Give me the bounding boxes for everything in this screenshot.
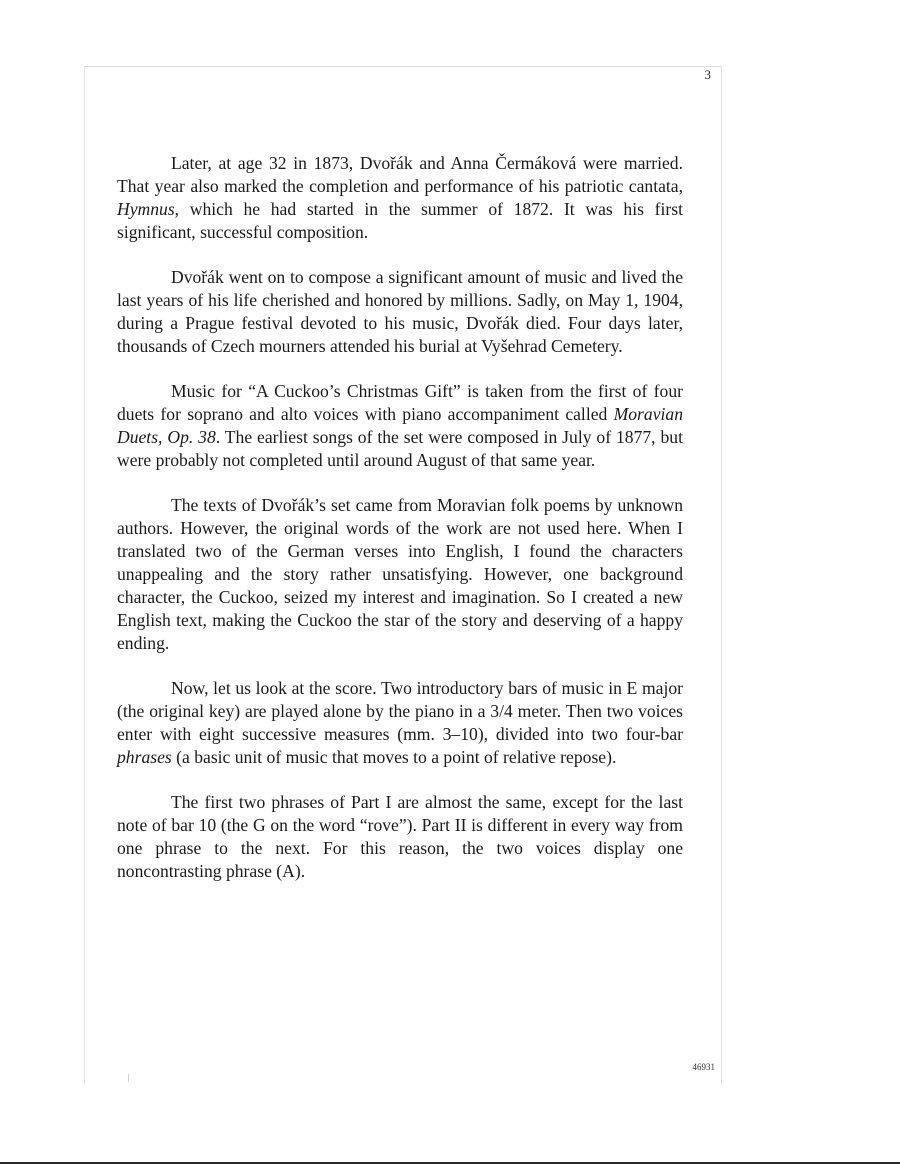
crop-mark [128, 1074, 129, 1082]
paragraph-1-text-b: , which he had started in the summer of 1872. It was his first significant, successful composition. [117, 199, 683, 242]
paragraph-5-text-a: Now, let us look at the score. Two introductory bars of music in E major (the original key) are played alone by the piano in a 3/4 meter. Then two voices enter with eight successive measures (mm. 3–10), divided into two four-bar [117, 678, 683, 744]
page-number: 3 [704, 67, 711, 82]
paragraph-2 [117, 266, 683, 358]
footer-catalog-number: 46931 [692, 1062, 715, 1072]
paragraph-6 [117, 791, 683, 883]
paragraph-4-text: The texts of Dvořák’s set came from Moravian folk poems by unknown authors. However, the original words of the work are not used here. When I translated two of the German verses into English, I found the characters unappealing and the story rather unsatisfying. However, one background character, the Cuckoo, seized my interest and imagination. So I created a new English text, making the Cuckoo the star of the story and deserving of a happy ending. [117, 495, 683, 653]
paragraph-5 [117, 677, 683, 769]
paragraph-5-text-b: (a basic unit of music that moves to a point of relative repose). [171, 747, 617, 767]
paragraph-6-text: The first two phrases of Part I are almost the same, except for the last note of bar 10 (the G on the word “rove”). Part II is different in every way from one phrase to the next. For this reason, the two voices display one noncontrasting phrase (A). [117, 792, 683, 881]
paragraph-1 [117, 152, 683, 244]
paragraph-3 [117, 380, 683, 472]
paragraph-4 [117, 494, 683, 655]
paragraph-1-title-hymnus: Hymnus [117, 199, 175, 219]
text-body [117, 152, 683, 905]
paragraph-5-term-phrases: phrases [117, 747, 172, 767]
paragraph-3-text-a: Music for “A Cuckoo’s Christmas Gift” is taken from the first of four duets for soprano and alto voices with piano accompaniment called [117, 381, 683, 424]
document-page [84, 66, 722, 1084]
paragraph-2-text: Dvořák went on to compose a significant amount of music and lived the last years of his life cherished and honored by millions. Sadly, on May 1, 1904, during a Prague festival devoted to his music, Dvořák died. Four days later, thousands of Czech mourners attended his burial at Vyšehrad Cemetery. [117, 267, 683, 356]
paragraph-3-text-b: . The earliest songs of the set were composed in July of 1877, but were probably not completed until around August of that same year. [117, 427, 683, 470]
paragraph-1-text-a: Later, at age 32 in 1873, Dvořák and Anna Čermáková were married. That year also marked the completion and performance of his patriotic cantata, [117, 153, 683, 196]
paragraph-3-title-moravian-duets: Moravian Duets, Op. 38 [117, 404, 683, 447]
